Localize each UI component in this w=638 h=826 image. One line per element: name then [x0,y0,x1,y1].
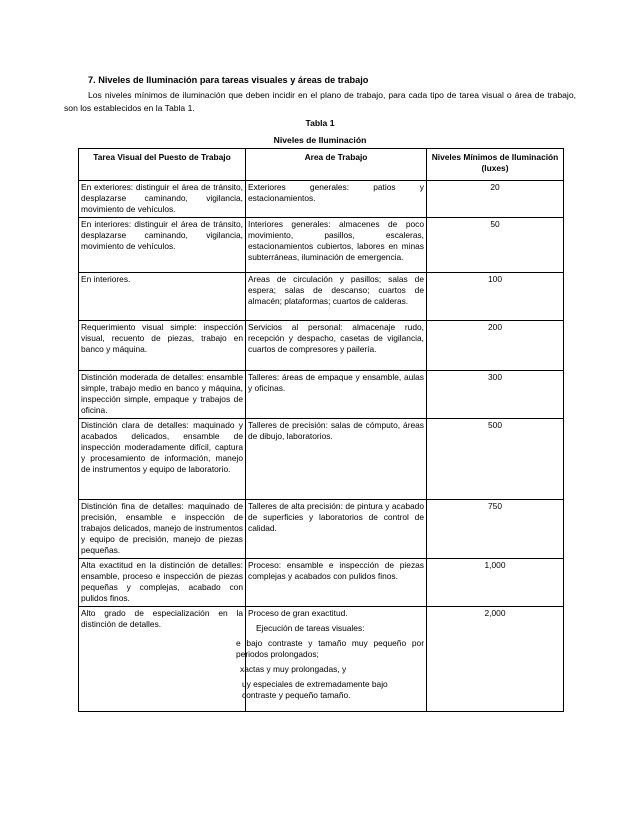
header-lux: Niveles Mínimos de Iluminación (luxes) [427,149,564,181]
cell-area: Interiores generales: almacenes de poco movimiento, pasillos, escaleras, estacionamientos cubiertos, labores en minas subterráneas, iluminación de emergencia. [246,218,427,273]
table-header-row [79,149,564,181]
table-row [79,218,564,273]
cell-lux: 750 [427,500,564,559]
cell-tarea: En interiores: distinguir el área de tránsito, desplazarse caminando, vigilancia, movimiento de vehículos. [79,218,246,273]
illumination-table [78,148,564,712]
cell-area: Talleres de alta precisión: de pintura y acabado de superficies y laboratorios de control de calidad. [246,500,427,559]
cell-area-sub-item: uy especiales de extremadamente bajo contraste y pequeño tamaño. [242,679,388,700]
table-row [79,559,564,607]
cell-area-sub-item: xactas y muy prolongadas, y [240,664,347,674]
cell-area-sub-item: e bajo contraste y tamaño muy pequeño por periodos prolongados; [236,638,424,659]
cell-lux: 100 [427,273,564,321]
cell-tarea: Distinción moderada de detalles: ensamble simple, trabajo medio en banco y máquina, inspección simple, empaque y trabajos de oficina. [79,371,246,419]
table-title: Niveles de Iluminación [273,135,367,145]
table-row [79,273,564,321]
cell-lux: 1,000 [427,559,564,607]
section-heading: 7. Niveles de Iluminación para tareas visuales y áreas de trabajo [88,75,369,85]
cell-area: Talleres de precisión: salas de cómputo, áreas de dibujo, laboratorios. [246,419,427,500]
cell-tarea: Distinción clara de detalles: maquinado y acabados delicados, ensamble de inspección moderadamente difícil, captura y procesamiento de información, manejo de instrumentos y equipo de laboratorio. [79,419,246,500]
cell-area [236,607,427,712]
header-area: Area de Trabajo [246,149,427,181]
table-row [79,371,564,419]
table-row [79,181,564,218]
table-row [79,419,564,500]
cell-tarea: Distinción fina de detalles: maquinado de precisión, ensamble e inspección de trabajos delicados, manejo de instrumentos y equipo de precisión, manejo de piezas pequeñas. [79,500,246,559]
cell-tarea: En interiores. [79,273,246,321]
cell-tarea: En exteriores: distinguir el área de tránsito, desplazarse caminando, vigilancia, movimiento de vehículos. [79,181,246,218]
cell-area-main: Proceso de gran exactitud. [248,608,348,618]
cell-area: Talleres: áreas de empaque y ensamble, aulas y oficinas. [246,371,427,419]
cell-lux: 50 [427,218,564,273]
cell-lux: 2,000 [427,607,564,712]
table-row [79,607,564,712]
table-caption: Tabla 1 [305,118,335,128]
cell-lux: 20 [427,181,564,218]
cell-tarea: Alta exactitud en la distinción de detalles: ensamble, proceso e inspección de piezas pequeñas y complejas, acabado con pulidos finos. [79,559,246,607]
cell-lux: 300 [427,371,564,419]
cell-area: Areas de circulación y pasillos; salas de espera; salas de descanso; cuartos de almacén; plataformas; cuartos de calderas. [246,273,427,321]
cell-area: Proceso: ensamble e inspección de piezas complejas y acabados con pulidos finos. [246,559,427,607]
cell-tarea: Requerimiento visual simple: inspección visual, recuento de piezas, trabajo en banco y máquina. [79,321,246,371]
cell-tarea: Alto grado de especialización en la distinción de detalles. [79,607,246,712]
header-tarea: Tarea Visual del Puesto de Trabajo [79,149,246,181]
cell-area-sub-intro: Ejecución de tareas visuales: [256,623,365,633]
cell-area: Exteriores generales: patios y estacionamientos. [246,181,427,218]
cell-lux: 500 [427,419,564,500]
table-row [79,321,564,371]
intro-paragraph: Los niveles mínimos de iluminación que deben incidir en el plano de trabajo, para cada tipo de tarea visual o área de trabajo, son los establecidos en la Tabla 1. [64,90,576,113]
cell-lux: 200 [427,321,564,371]
table-row [79,500,564,559]
cell-area: Servicios al personal: almacenaje rudo, recepción y despacho, casetas de vigilancia, cuartos de compresores y pailería. [246,321,427,371]
